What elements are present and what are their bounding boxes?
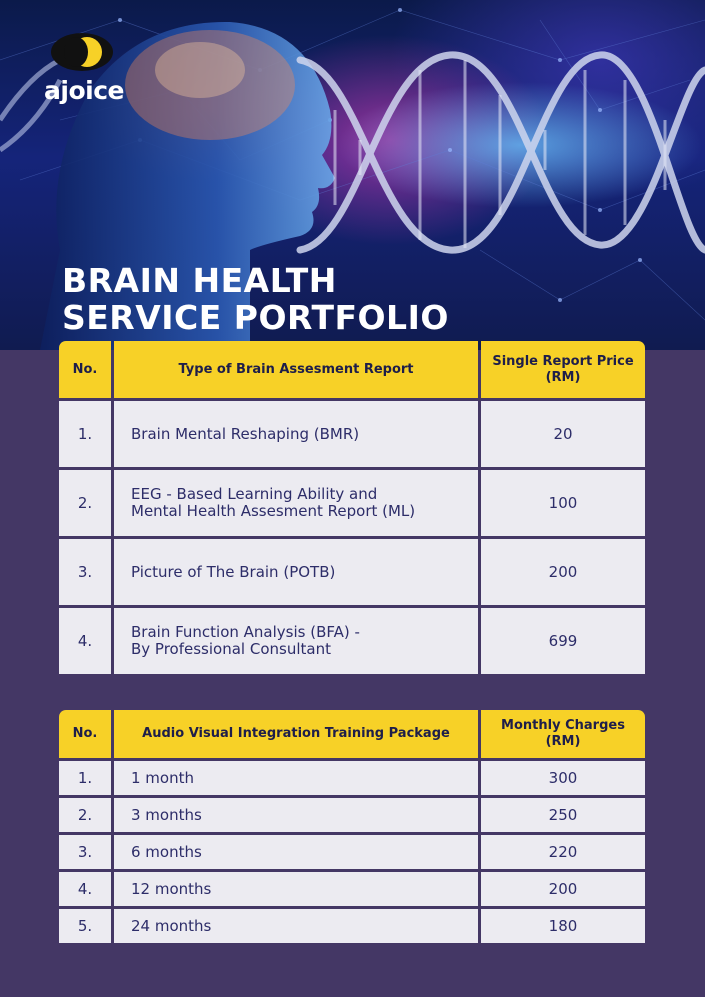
row-number: 1.: [59, 761, 111, 795]
table-row: [59, 539, 645, 605]
monthly-charge: 180: [481, 909, 645, 943]
row-number: 4.: [59, 608, 111, 674]
training-package-table: [56, 707, 648, 946]
table-row: [59, 608, 645, 674]
row-number: 1.: [59, 401, 111, 467]
table-row: [59, 401, 645, 467]
monthly-charge: 300: [481, 761, 645, 795]
column-header-price: Single Report Price (RM): [481, 341, 645, 398]
table-row: [59, 470, 645, 536]
row-number: 4.: [59, 872, 111, 906]
monthly-charge: 250: [481, 798, 645, 832]
column-header-no: No.: [59, 341, 111, 398]
page-title-line1: BRAIN HEALTH: [62, 261, 337, 300]
page-title: [62, 262, 449, 336]
package-duration: 6 months: [114, 835, 478, 869]
brand-logo: [36, 32, 132, 107]
row-number: 3.: [59, 835, 111, 869]
row-number: 3.: [59, 539, 111, 605]
report-name: Brain Function Analysis (BFA) - By Professional Consultant: [114, 608, 478, 674]
hero-banner: [0, 0, 705, 350]
table-header-row: [59, 341, 645, 398]
table-row: [59, 909, 645, 943]
report-price: 100: [481, 470, 645, 536]
table-header-row: [59, 710, 645, 758]
column-header-package: Audio Visual Integration Training Package: [114, 710, 478, 758]
monthly-charge: 200: [481, 872, 645, 906]
table-row: [59, 872, 645, 906]
assessment-price-table: [56, 338, 648, 677]
report-price: 200: [481, 539, 645, 605]
row-number: 2.: [59, 798, 111, 832]
package-duration: 1 month: [114, 761, 478, 795]
package-duration: 12 months: [114, 872, 478, 906]
table-row: [59, 761, 645, 795]
logo-icon: [50, 32, 114, 72]
table-row: [59, 835, 645, 869]
package-duration: 24 months: [114, 909, 478, 943]
column-header-type: Type of Brain Assesment Report: [114, 341, 478, 398]
report-name: Picture of The Brain (POTB): [114, 539, 478, 605]
report-name: EEG - Based Learning Ability and Mental Health Assesment Report (ML): [114, 470, 478, 536]
package-duration: 3 months: [114, 798, 478, 832]
report-price: 20: [481, 401, 645, 467]
monthly-charge: 220: [481, 835, 645, 869]
table-row: [59, 798, 645, 832]
report-price: 699: [481, 608, 645, 674]
column-header-no: No.: [59, 710, 111, 758]
column-header-monthly-charges: Monthly Charges (RM): [481, 710, 645, 758]
brand-name: ajoice: [44, 76, 124, 105]
row-number: 5.: [59, 909, 111, 943]
page-title-line2: SERVICE PORTFOLIO: [62, 298, 449, 337]
report-name: Brain Mental Reshaping (BMR): [114, 401, 478, 467]
row-number: 2.: [59, 470, 111, 536]
